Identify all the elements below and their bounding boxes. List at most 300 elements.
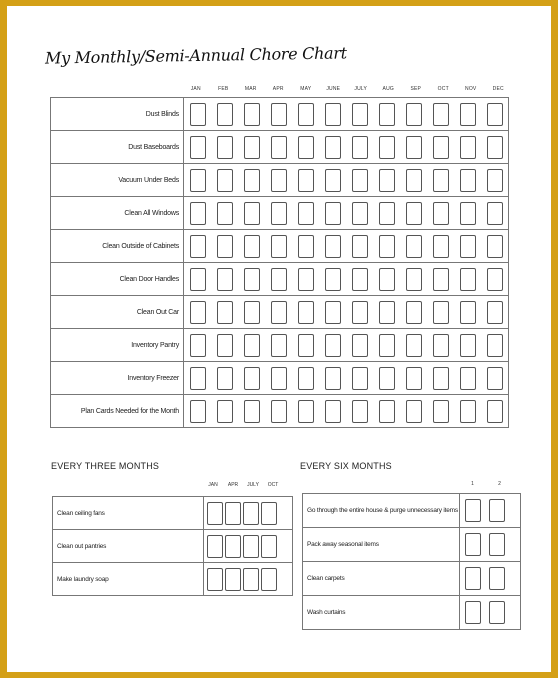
checkbox[interactable] (379, 334, 395, 357)
checkbox[interactable] (298, 169, 314, 192)
chore-row (303, 528, 521, 562)
checkbox[interactable] (271, 334, 287, 357)
checkbox[interactable] (190, 202, 206, 225)
chore-label: Inventory Freezer (51, 362, 184, 395)
month-label: APR (227, 482, 239, 488)
month-cell (481, 230, 509, 263)
month-label: MAY (300, 86, 312, 92)
month-cell (427, 296, 454, 329)
month-cell (481, 98, 509, 131)
checkbox[interactable] (271, 301, 287, 324)
chore-label: Clean All Windows (51, 197, 184, 230)
checkbox[interactable] (433, 367, 449, 390)
six-months-table (302, 493, 521, 630)
month-cell (238, 230, 265, 263)
month-cell (319, 131, 346, 164)
checkbox[interactable] (298, 136, 314, 159)
checkbox-group (204, 530, 293, 563)
checkbox[interactable] (325, 235, 341, 258)
checkbox[interactable] (352, 268, 368, 291)
month-cell (238, 329, 265, 362)
month-cell (265, 362, 292, 395)
month-label: JULY (354, 86, 368, 92)
month-cell (373, 197, 400, 230)
month-cell (211, 197, 238, 230)
checkbox[interactable] (460, 334, 476, 357)
checkbox[interactable] (460, 202, 476, 225)
checkbox[interactable] (433, 235, 449, 258)
checkbox[interactable] (379, 103, 395, 126)
checkbox[interactable] (352, 235, 368, 258)
checkbox[interactable] (217, 400, 233, 423)
month-cell (211, 131, 238, 164)
checkbox[interactable] (244, 367, 260, 390)
month-cell (211, 164, 238, 197)
checkbox[interactable] (298, 202, 314, 225)
month-cell (184, 395, 212, 428)
month-cell (319, 362, 346, 395)
checkbox[interactable] (217, 301, 233, 324)
chore-label: Go through the entire house & purge unnecessary items (303, 494, 460, 528)
checkbox[interactable] (325, 202, 341, 225)
checkbox[interactable] (225, 535, 241, 558)
chore-row (51, 164, 509, 197)
checkbox[interactable] (460, 169, 476, 192)
month-cell (265, 98, 292, 131)
chore-row (51, 131, 509, 164)
month-cell (400, 362, 427, 395)
checkbox[interactable] (298, 235, 314, 258)
checkbox[interactable] (207, 502, 223, 525)
checkbox[interactable] (460, 103, 476, 126)
month-cell (427, 230, 454, 263)
month-cell (373, 164, 400, 197)
checkbox[interactable] (217, 202, 233, 225)
month-cell (346, 395, 373, 428)
chore-label: Wash curtains (303, 596, 460, 630)
checkbox[interactable] (406, 136, 422, 159)
checkbox[interactable] (244, 334, 260, 357)
month-cell (400, 263, 427, 296)
checkbox[interactable] (487, 334, 503, 357)
checkbox[interactable] (217, 268, 233, 291)
chore-label: Pack away seasonal items (303, 528, 460, 562)
checkbox[interactable] (487, 268, 503, 291)
checkbox[interactable] (379, 136, 395, 159)
chore-row (51, 395, 509, 428)
checkbox[interactable] (487, 301, 503, 324)
month-label: SEP (410, 86, 422, 92)
checkbox[interactable] (433, 268, 449, 291)
month-cell (238, 296, 265, 329)
chore-label: Clean Outside of Cabinets (51, 230, 184, 263)
month-cell (373, 395, 400, 428)
checkbox[interactable] (487, 400, 503, 423)
chore-label: Clean Out Car (51, 296, 184, 329)
checkbox[interactable] (433, 136, 449, 159)
checkbox[interactable] (489, 533, 505, 556)
month-cell (292, 164, 319, 197)
chore-row (53, 497, 293, 530)
month-cell (346, 98, 373, 131)
month-cell (184, 362, 212, 395)
checkbox[interactable] (433, 334, 449, 357)
month-cell (346, 197, 373, 230)
three-months-title: EVERY THREE MONTHS (51, 461, 160, 471)
month-cell (481, 164, 509, 197)
month-label: JAN (208, 482, 218, 488)
checkbox-group (460, 562, 521, 596)
checkbox[interactable] (433, 202, 449, 225)
checkbox[interactable] (190, 103, 206, 126)
month-cell (292, 362, 319, 395)
month-cell (184, 263, 212, 296)
month-cell (454, 230, 481, 263)
checkbox[interactable] (217, 235, 233, 258)
checkbox[interactable] (460, 136, 476, 159)
month-cell (184, 296, 212, 329)
month-cell (454, 395, 481, 428)
month-cell (346, 296, 373, 329)
checkbox[interactable] (217, 367, 233, 390)
checkbox-group (204, 563, 293, 596)
month-cell (481, 197, 509, 230)
checkbox[interactable] (190, 169, 206, 192)
month-label: JUNE (326, 86, 341, 92)
checkbox[interactable] (244, 400, 260, 423)
chore-label: Dust Baseboards (51, 131, 184, 164)
chore-label: Vacuum Under Beds (51, 164, 184, 197)
checkbox[interactable] (190, 268, 206, 291)
month-cell (184, 230, 212, 263)
checkbox[interactable] (243, 502, 259, 525)
checkbox[interactable] (352, 169, 368, 192)
three-months-header (203, 482, 283, 488)
checkbox[interactable] (325, 136, 341, 159)
checkbox-group (460, 596, 521, 630)
checkbox[interactable] (460, 367, 476, 390)
checkbox[interactable] (487, 202, 503, 225)
checkbox[interactable] (190, 301, 206, 324)
month-cell (292, 395, 319, 428)
month-label: DEC (492, 86, 504, 92)
checkbox[interactable] (487, 136, 503, 159)
month-label: OCT (267, 482, 279, 488)
checkbox[interactable] (190, 367, 206, 390)
chore-row (51, 98, 509, 131)
month-cell (427, 131, 454, 164)
checkbox[interactable] (406, 301, 422, 324)
month-cell (238, 197, 265, 230)
month-cell (292, 230, 319, 263)
month-cell (211, 362, 238, 395)
month-cell (238, 263, 265, 296)
month-cell (265, 296, 292, 329)
checkbox[interactable] (207, 535, 223, 558)
month-cell (454, 131, 481, 164)
month-cell (319, 263, 346, 296)
month-cell (319, 98, 346, 131)
chore-row (303, 562, 521, 596)
month-cell (184, 197, 212, 230)
checkbox[interactable] (433, 103, 449, 126)
checkbox[interactable] (244, 169, 260, 192)
checkbox[interactable] (379, 400, 395, 423)
month-cell (346, 164, 373, 197)
month-cell (400, 197, 427, 230)
month-cell (184, 98, 212, 131)
month-cell (292, 263, 319, 296)
monthly-chore-table (50, 97, 509, 428)
month-cell (400, 131, 427, 164)
checkbox-group (460, 494, 521, 528)
page-title: My Monthly/Semi-Annual Chore Chart (44, 43, 347, 68)
checkbox[interactable] (352, 334, 368, 357)
checkbox[interactable] (298, 268, 314, 291)
month-cell (481, 296, 509, 329)
checkbox[interactable] (406, 202, 422, 225)
month-cell (265, 329, 292, 362)
checkbox[interactable] (271, 367, 287, 390)
month-label: NOV (465, 86, 477, 92)
checkbox[interactable] (244, 235, 260, 258)
month-cell (211, 296, 238, 329)
month-cell (373, 362, 400, 395)
month-cell (481, 263, 509, 296)
checkbox[interactable] (243, 535, 259, 558)
month-cell (292, 98, 319, 131)
month-cell (427, 98, 454, 131)
checkbox[interactable] (217, 169, 233, 192)
month-cell (184, 164, 212, 197)
checkbox[interactable] (325, 367, 341, 390)
month-label: OCT (437, 86, 449, 92)
column-label: 2 (498, 481, 501, 487)
checkbox[interactable] (190, 235, 206, 258)
checkbox[interactable] (379, 301, 395, 324)
month-cell (427, 197, 454, 230)
month-cell (238, 131, 265, 164)
checkbox[interactable] (352, 103, 368, 126)
checkbox[interactable] (379, 235, 395, 258)
chore-label: Clean carpets (303, 562, 460, 596)
month-cell (265, 263, 292, 296)
checkbox[interactable] (487, 235, 503, 258)
checkbox[interactable] (298, 334, 314, 357)
checkbox[interactable] (465, 533, 481, 556)
checkbox[interactable] (244, 103, 260, 126)
checkbox[interactable] (352, 400, 368, 423)
month-cell (400, 329, 427, 362)
checkbox[interactable] (460, 400, 476, 423)
month-cell (211, 263, 238, 296)
month-cell (454, 362, 481, 395)
month-cell (400, 164, 427, 197)
month-cell (373, 230, 400, 263)
six-months-title: EVERY SIX MONTHS (300, 461, 392, 471)
month-cell (481, 395, 509, 428)
month-cell (211, 98, 238, 131)
checkbox[interactable] (298, 400, 314, 423)
chore-row (53, 563, 293, 596)
month-cell (319, 230, 346, 263)
checkbox[interactable] (433, 301, 449, 324)
checkbox[interactable] (261, 535, 277, 558)
month-cell (481, 131, 509, 164)
checkbox[interactable] (406, 334, 422, 357)
checkbox[interactable] (190, 334, 206, 357)
checkbox[interactable] (433, 400, 449, 423)
chore-label: Clean Door Handles (51, 263, 184, 296)
checkbox[interactable] (325, 400, 341, 423)
checkbox[interactable] (465, 567, 481, 590)
month-label: JULY (247, 482, 259, 488)
chore-row (51, 329, 509, 362)
checkbox[interactable] (271, 235, 287, 258)
checkbox[interactable] (379, 367, 395, 390)
month-cell (319, 329, 346, 362)
checkbox[interactable] (271, 103, 287, 126)
chore-label: Clean ceiling fans (53, 497, 204, 530)
month-header (182, 86, 512, 92)
month-cell (346, 263, 373, 296)
checkbox[interactable] (325, 169, 341, 192)
month-cell (481, 362, 509, 395)
month-cell (427, 329, 454, 362)
checkbox[interactable] (261, 502, 277, 525)
checkbox[interactable] (271, 169, 287, 192)
month-cell (454, 98, 481, 131)
checkbox[interactable] (217, 136, 233, 159)
month-cell (292, 131, 319, 164)
month-cell (373, 131, 400, 164)
checkbox[interactable] (406, 169, 422, 192)
checkbox[interactable] (325, 334, 341, 357)
checkbox[interactable] (261, 568, 277, 591)
checkbox[interactable] (460, 301, 476, 324)
checkbox[interactable] (460, 235, 476, 258)
chore-row (303, 494, 521, 528)
month-cell (319, 296, 346, 329)
checkbox[interactable] (190, 400, 206, 423)
month-cell (319, 197, 346, 230)
month-cell (400, 395, 427, 428)
month-cell (454, 329, 481, 362)
checkbox[interactable] (243, 568, 259, 591)
chore-label: Make laundry soap (53, 563, 204, 596)
month-cell (373, 263, 400, 296)
chore-label: Clean out pantries (53, 530, 204, 563)
checkbox[interactable] (217, 103, 233, 126)
checkbox[interactable] (433, 169, 449, 192)
month-label: MAR (244, 86, 257, 92)
checkbox[interactable] (352, 136, 368, 159)
checkbox[interactable] (271, 268, 287, 291)
month-cell (265, 395, 292, 428)
checkbox[interactable] (487, 169, 503, 192)
checkbox[interactable] (406, 268, 422, 291)
month-cell (211, 230, 238, 263)
month-cell (373, 329, 400, 362)
chore-row (303, 596, 521, 630)
month-cell (238, 98, 265, 131)
month-cell (184, 131, 212, 164)
checkbox[interactable] (352, 202, 368, 225)
checkbox[interactable] (244, 136, 260, 159)
month-cell (427, 164, 454, 197)
month-cell (346, 230, 373, 263)
checkbox[interactable] (298, 367, 314, 390)
checkbox[interactable] (352, 367, 368, 390)
checkbox-group (204, 497, 293, 530)
checkbox[interactable] (489, 567, 505, 590)
checkbox[interactable] (465, 499, 481, 522)
month-cell (346, 329, 373, 362)
checkbox[interactable] (325, 103, 341, 126)
checkbox[interactable] (298, 103, 314, 126)
month-cell (373, 98, 400, 131)
checkbox[interactable] (489, 601, 505, 624)
month-cell (454, 197, 481, 230)
month-cell (400, 230, 427, 263)
chore-row (51, 263, 509, 296)
checkbox[interactable] (379, 268, 395, 291)
chore-chart-page (7, 6, 551, 672)
checkbox[interactable] (406, 103, 422, 126)
column-label: 1 (471, 481, 474, 487)
checkbox[interactable] (406, 367, 422, 390)
month-cell (238, 395, 265, 428)
checkbox[interactable] (298, 301, 314, 324)
chore-row (51, 230, 509, 263)
month-label: FEB (218, 86, 229, 92)
checkbox[interactable] (207, 568, 223, 591)
checkbox[interactable] (325, 268, 341, 291)
month-cell (481, 329, 509, 362)
checkbox[interactable] (225, 502, 241, 525)
checkbox[interactable] (325, 301, 341, 324)
checkbox[interactable] (217, 334, 233, 357)
checkbox[interactable] (244, 301, 260, 324)
checkbox[interactable] (487, 367, 503, 390)
checkbox[interactable] (379, 202, 395, 225)
checkbox[interactable] (465, 601, 481, 624)
checkbox[interactable] (406, 235, 422, 258)
checkbox[interactable] (225, 568, 241, 591)
month-label: APR (272, 86, 284, 92)
checkbox[interactable] (406, 400, 422, 423)
checkbox[interactable] (489, 499, 505, 522)
checkbox[interactable] (487, 103, 503, 126)
checkbox[interactable] (244, 202, 260, 225)
checkbox[interactable] (244, 268, 260, 291)
checkbox[interactable] (190, 136, 206, 159)
checkbox[interactable] (271, 136, 287, 159)
month-cell (211, 395, 238, 428)
checkbox[interactable] (352, 301, 368, 324)
month-cell (184, 329, 212, 362)
checkbox[interactable] (460, 268, 476, 291)
chore-label: Dust Blinds (51, 98, 184, 131)
six-months-header (459, 481, 513, 487)
checkbox[interactable] (271, 400, 287, 423)
chore-row (51, 362, 509, 395)
chore-label: Inventory Pantry (51, 329, 184, 362)
month-cell (211, 329, 238, 362)
checkbox[interactable] (379, 169, 395, 192)
checkbox[interactable] (271, 202, 287, 225)
month-cell (454, 296, 481, 329)
